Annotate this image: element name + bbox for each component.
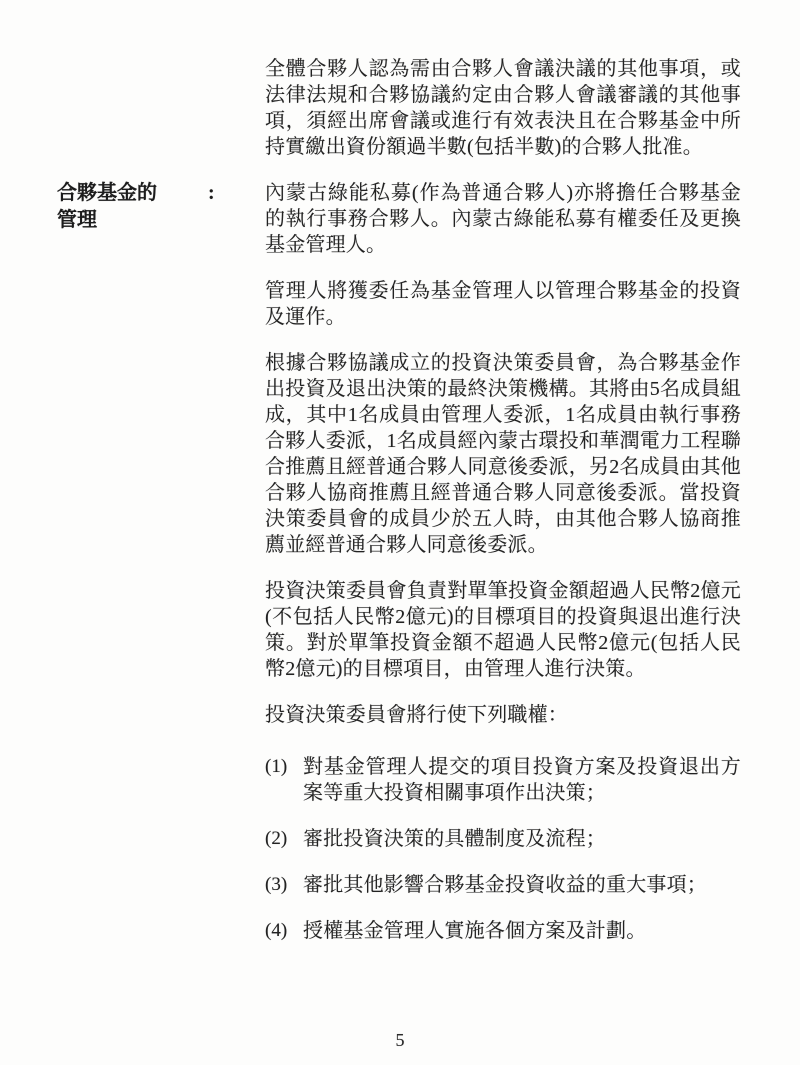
section-label-line-1: 合夥基金的 [57,182,157,204]
section-label [57,180,197,234]
list-item-marker: (4) [265,920,288,941]
paragraph-powers-lead-in: 投資決策委員會將行使下列職權： [265,704,568,726]
section-label-colon: : [208,182,215,204]
list-item-marker: (2) [265,828,288,849]
list-item [265,872,741,898]
list-item-text: 審批投資決策的具體制度及流程； [303,828,606,850]
list-item-text: 審批其他影響合夥基金投資收益的重大事項； [303,874,707,896]
list-item [265,826,741,852]
paragraph-committee-composition: 根據合夥協議成立的投資決策委員會，為合夥基金作出投資及退出決策的最終決策機構。其將由5名成員組成，其中1名成員由管理人委派，1名成員由執行事務合夥人委派，1名成員經內蒙古環投和華潤電力工程聯合推薦且經普通合夥人同意後委派，另2名成員由其他合夥人協商推薦且經普通合夥人同意後委派。當投資決策委員會的成員少於五人時，由其他合夥人協商推薦並經普通合夥人同意後委派。 [265,352,741,556]
list-item-text: 對基金管理人提交的項目投資方案及投資退出方案等重大投資相關事項作出決策； [303,756,741,804]
list-item [265,918,741,944]
list-item-marker: (3) [265,874,288,895]
powers-list [265,754,741,944]
body-text-column [265,56,741,964]
list-item-marker: (1) [265,756,288,777]
list-item-text: 授權基金管理人實施各個方案及計劃。 [303,920,647,942]
paragraph-management-2: 管理人將獲委任為基金管理人以管理合夥基金的投資及運作。 [265,280,741,328]
paragraph-decision-threshold: 投資決策委員會負責對單筆投資金額超過人民幣2億元(不包括人民幣2億元)的目標項目的投資與退出進行決策。對於單筆投資金額不超過人民幣2億元(包括人民幣2億元)的目標項目，由管理人進行決策。 [265,580,741,680]
list-item [265,754,741,806]
page-number: 5 [395,1030,405,1050]
paragraph-intro: 全體合夥人認為需由合夥人會議決議的其他事項，或法律法規和合夥協議約定由合夥人會議審議的其他事項，須經出席會議或進行有效表決且在合夥基金中所持實繳出資份額過半數(包括半數)的合夥人批准。 [265,58,741,158]
section-label-line-2: 管理 [57,209,97,231]
paragraph-management-1: 內蒙古綠能私募(作為普通合夥人)亦將擔任合夥基金的執行事務合夥人。內蒙古綠能私募有權委任及更換基金管理人。 [265,182,741,256]
